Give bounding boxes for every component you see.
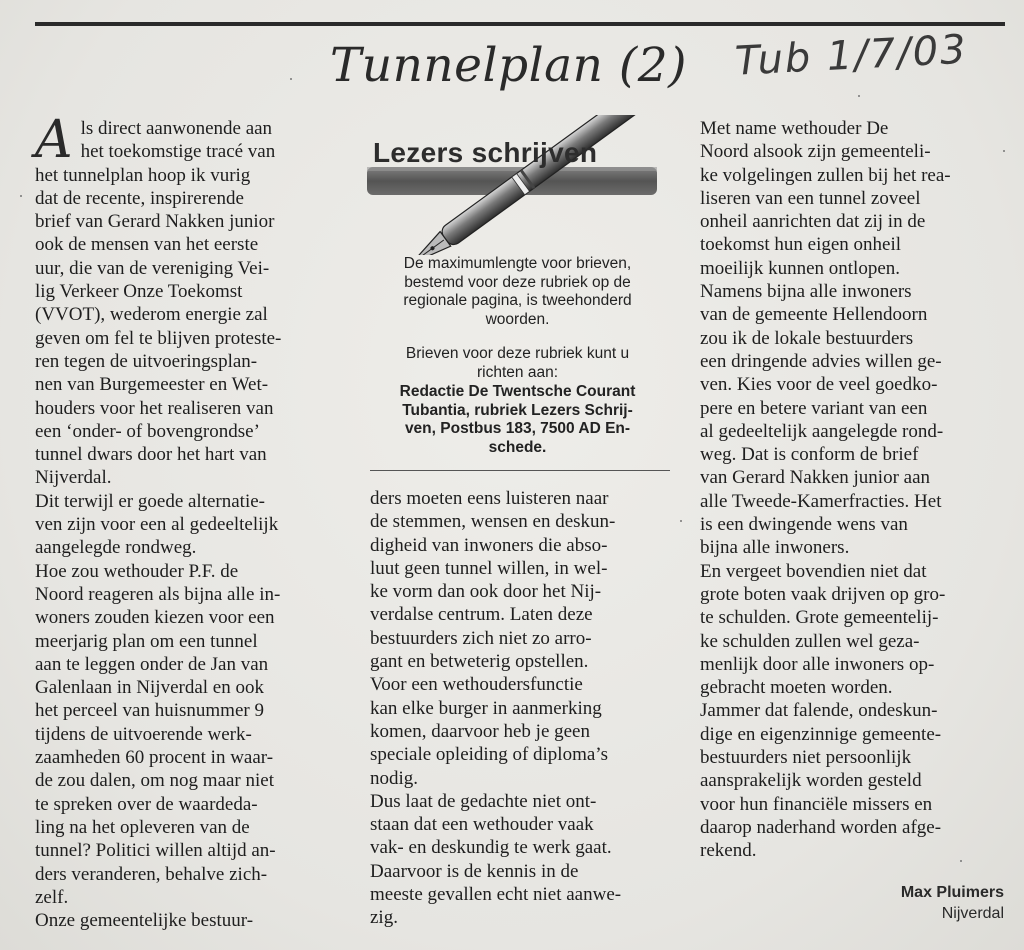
paragraph: Onze gemeentelijke bestuur- (35, 910, 254, 932)
paper-speck (858, 95, 860, 97)
paper-speck (960, 860, 962, 862)
drop-cap: A (35, 110, 73, 170)
page-title: Tunnelplan (2) (330, 38, 687, 93)
editorial-address: Redactie De Twentsche Courant Tubantia, rubriek Lezers Schrij- ven, Postbus 183, 7500 AD En- schede. (399, 383, 636, 456)
paragraph: En vergeet bovendien niet dat grote boten vaak drijven op gro- te schulden. Grote gemeentelij- ke schulden zullen wel geza- menlijk door alle inwoners op- gebracht moeten worden. (700, 560, 946, 699)
paper-speck (20, 195, 22, 197)
author-name: Max Pluimers (900, 884, 1004, 901)
pen-illustration (365, 115, 670, 255)
paragraph: Met name wethouder De Noord alsook zijn gemeenteli- ke volgelingen zullen bij het rea- liseren van een tunnel zoveel onheil aanrichten dat zij in de toekomst hun eigen onheil moeilijk kunnen ontlopen. (700, 118, 951, 279)
letter-column-3 (700, 117, 1005, 863)
paragraph: ls direct aanwonende aan het toekomstige tracé van het tunnelplan hoop ik vurig dat de recente, inspirerende brief van Gerard Nakken junior ook de mensen van het eerste uur, die van de vereniging Vei- lig Verkeer Onze Toekomst (VVOT), wederom energie zal geven om fel te blijven proteste- ren tegen de uitvoeringsplan- nen van Burgemeester en Wet- houders voor het realiseren van een ‘onder- of bovengrondse’ tunnel dwars door het hart van Nijverdal. (35, 118, 282, 489)
paragraph: Namens bijna alle inwoners van de gemeente Hellendoorn zou ik de lokale bestuurders een dringende advies willen ge- ven. Kies voor de veel goedko- pere en betere variant van een al gedeeltelijk aangelegde rond- weg. Dat is conform de brief van Gerard Nakken junior aan alle Tweede-Kamerfracties. Het is een dwingende wens van bijna alle inwoners. (700, 281, 944, 559)
paper-speck (290, 78, 292, 80)
paragraph: ders moeten eens luisteren naar de stemmen, wensen en deskun- digheid van inwoners die abso- luut geen tunnel willen, in wel- ke vorm dan ook door het Nij- verdalse centrum. Laten deze bestuurders zich niet zo arro- gant en betweterig opstellen. (370, 488, 616, 673)
box-divider (370, 470, 670, 471)
letter-column-2 (370, 487, 670, 930)
letter-column-1 (35, 110, 347, 932)
paragraph: Hoe zou wethouder P.F. de Noord reageren als bijna alle in- woners zouden kiezen voor een meerjarig plan om een tunnel aan te leggen onder de Jan van Galenlaan in Nijverdal en ook het perceel van huisnummer 9 tijdens de uitvoerende werk- zaamheden 60 procent in waar- de zou dalen, om nog maar niet te spreken over de waardeda- ling na het opleveren van de tunnel? Politici willen altijd an- ders veranderen, behalve zich- zelf. (35, 560, 281, 908)
fountain-pen-icon (365, 115, 670, 255)
top-rule (35, 22, 1005, 26)
section-kicker: Lezers schrijven (373, 137, 598, 168)
lezers-schrijven-box (365, 115, 670, 470)
paper-speck (1003, 150, 1005, 152)
paragraph: Dit terwijl er goede alternatie- ven zijn voor een al gedeeltelijk aangelegde rondweg. (35, 490, 279, 559)
max-length-notice: De maximumlengte voor brieven, bestemd voor deze rubriek op de regionale pagina, is tweehonderd woorden. (403, 255, 632, 328)
paragraph: Voor een wethoudersfunctie kan elke burger in aanmerking komen, daarvoor heb je geen speciale opleiding of diploma’s nodig. (370, 674, 608, 789)
paragraph: Dus laat de gedachte niet ont- staan dat een wethouder vaak vak- en deskundig te werk gaat. Daarvoor is de kennis in de meeste gevallen echt niet aanwe- zig. (370, 790, 622, 929)
author-place: Nijverdal (941, 905, 1004, 922)
paper-speck (680, 520, 682, 522)
handwritten-date-note: Tub 1/7/03 (733, 26, 969, 85)
letter-signature (901, 882, 1004, 924)
send-to-label: Brieven voor deze rubriek kunt u richten aan: (405, 345, 630, 381)
paragraph: Jammer dat falende, ondeskun- dige en eigenzinnige gemeente- bestuurders niet persoonlijk aansprakelijk worden gesteld voor hun financiële missers en daarop naderhand worden afge- rekend. (700, 700, 942, 862)
